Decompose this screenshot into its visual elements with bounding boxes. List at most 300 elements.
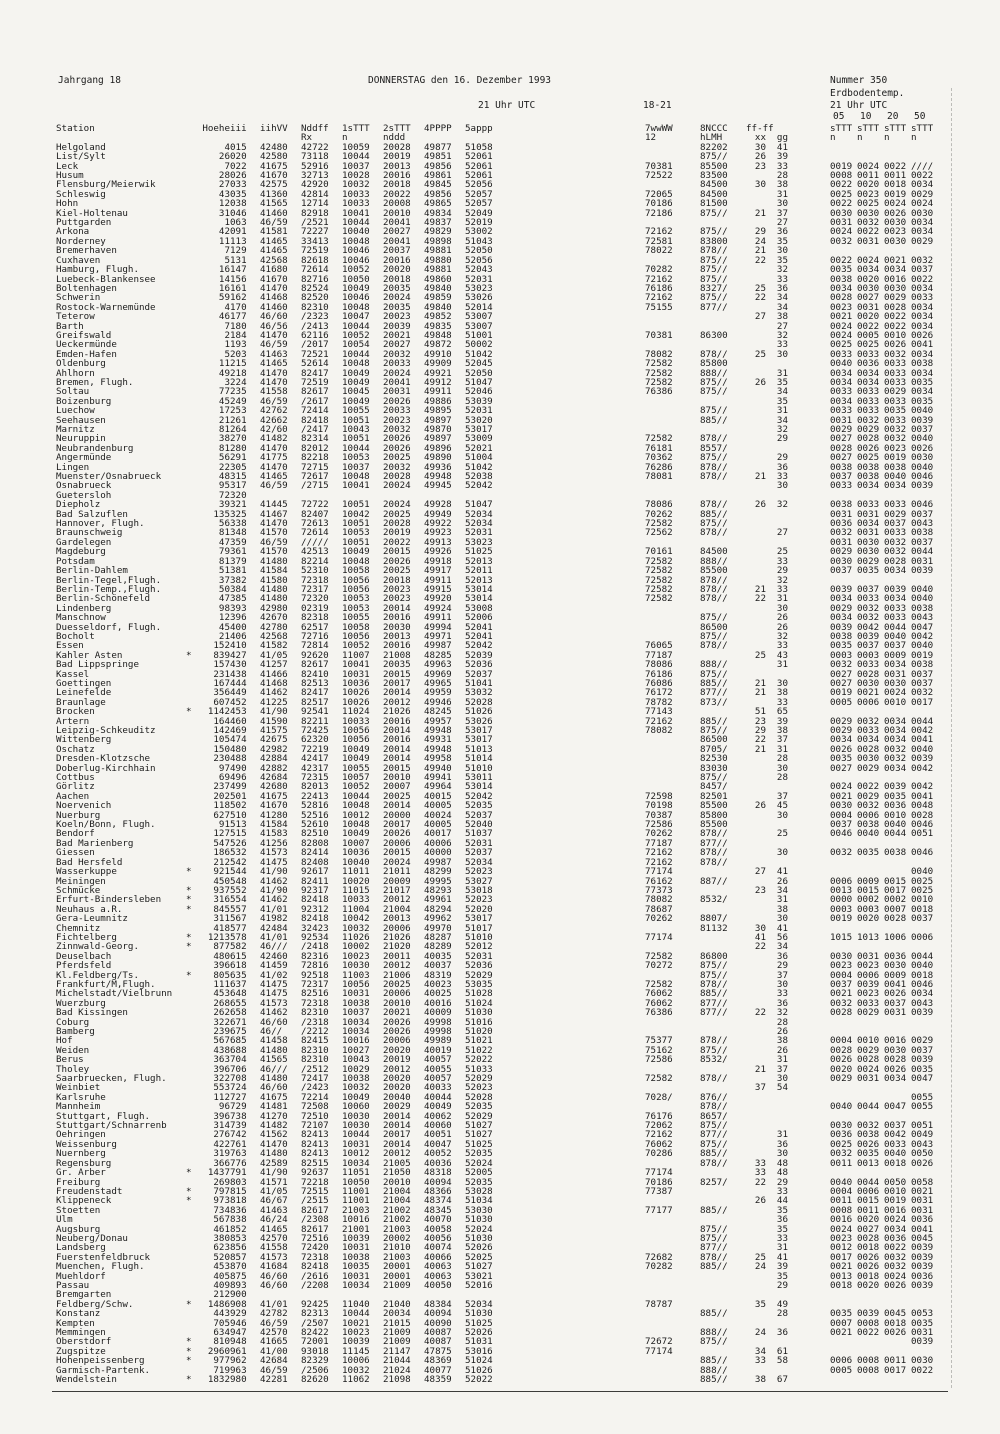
table-row	[56, 190, 942, 199]
cell-p4PPPP: 49987	[424, 640, 452, 652]
table-row	[56, 1309, 942, 1318]
cell-s2TTT: 20032	[383, 461, 411, 473]
cell-Nddff: 62116	[301, 329, 329, 341]
cell-s1TTT: 10029	[342, 1063, 370, 1075]
cell-s1TTT: 10055	[342, 405, 370, 417]
cell-Nddff: /2017	[301, 339, 329, 351]
table-row	[56, 1253, 942, 1262]
cell-Nddff: /2318	[301, 1016, 329, 1028]
cell-p4PPPP: 48384	[424, 1298, 452, 1310]
cell-s1TTT: 10044	[342, 1308, 370, 1320]
cell-a5appp: 51030	[465, 1308, 493, 1320]
cell-ff1	[746, 811, 766, 821]
cell-t10: 0015	[857, 1195, 880, 1207]
cell-ff1: 22	[754, 1176, 766, 1188]
cell-t05: 0028	[830, 292, 853, 304]
cell-hoehe: 623	[213, 1242, 230, 1254]
cell-Nddff: 72614	[301, 264, 329, 276]
cell-t10: 0038	[857, 1129, 880, 1141]
table-row	[56, 867, 942, 876]
cell-t05: 1015	[830, 931, 853, 943]
cell-t10: 0030	[857, 546, 880, 558]
table-row	[56, 1234, 942, 1243]
soil-temp-title: Erdbodentemp.	[830, 88, 905, 99]
cell-w7wwWW	[506, 773, 700, 783]
cell-star	[186, 726, 198, 736]
cell-p4PPPP: 49915	[424, 583, 452, 595]
cell-w7wwWW: 72582	[645, 593, 673, 605]
cell-s2TTT: 20011	[383, 950, 411, 962]
table-row	[56, 707, 942, 716]
cell-n8NCCC: 84500	[700, 188, 728, 200]
table-row	[56, 1018, 942, 1027]
cell-t10: 0026	[857, 1138, 880, 1150]
cell-t50: 0022	[911, 1364, 934, 1376]
cell-name: Bocholt	[56, 630, 95, 642]
cell-iihVV: 46/60	[260, 1016, 288, 1028]
cell-iii: 739	[230, 1120, 247, 1132]
cell-t05: 0029	[830, 1073, 853, 1085]
cell-t10: 0031	[857, 1073, 880, 1085]
table-row	[56, 820, 942, 829]
cell-iihVV: 41575	[260, 725, 288, 736]
cell-Nddff: /2413	[301, 320, 329, 332]
cell-ff1	[746, 397, 766, 407]
cell-iihVV: 42/60	[260, 424, 288, 435]
cell-hoehe: 553	[213, 1082, 230, 1094]
cell-iihVV: 41458	[260, 1035, 288, 1047]
cell-a5appp: 52035	[465, 1101, 493, 1113]
cell-star	[186, 547, 198, 557]
cell-iihVV: 42980	[260, 602, 288, 614]
cell-ff1	[746, 613, 766, 623]
cell-ff2: 32	[776, 329, 788, 341]
cell-n8NCCC: 8705/	[700, 743, 728, 755]
cell-name: Angermünde	[56, 452, 112, 464]
cell-t10: 0030	[857, 536, 880, 548]
cell-ff1	[746, 510, 766, 520]
cell-t20: 0032	[884, 424, 907, 435]
cell-Nddff: 92312	[301, 903, 329, 915]
cell-t10: 0022	[857, 781, 880, 793]
cell-ff1	[746, 425, 766, 435]
cell-n8NCCC	[700, 312, 746, 322]
cell-s2TTT: 20023	[383, 311, 411, 323]
cell-ff1	[746, 566, 766, 576]
cell-s1TTT: 10059	[342, 141, 370, 153]
table-row	[56, 848, 942, 857]
cell-hoehe: 810	[213, 1336, 230, 1348]
cell-p4PPPP: 40066	[424, 1251, 452, 1263]
cell-hoehe: 7	[224, 245, 230, 257]
cell-star	[186, 406, 198, 416]
cell-name: Freiburg	[56, 1176, 101, 1188]
cell-ff2: 29	[776, 452, 788, 464]
cell-star	[186, 773, 198, 783]
cell-name: Bad Lippspringe	[56, 659, 139, 671]
cell-ff1: 25	[754, 1251, 766, 1263]
table-row	[56, 265, 942, 274]
cell-Nddff: /2715	[301, 480, 329, 492]
cell-s2TTT: 20010	[383, 772, 411, 784]
cell-iihVV: 41280	[260, 809, 288, 821]
cell-hoehe: 105	[213, 734, 230, 746]
cell-t20: 0011	[884, 1355, 907, 1367]
cell-star	[186, 1027, 198, 1037]
cell-hoehe: 237	[213, 781, 230, 793]
cell-iii: 648	[230, 988, 247, 1000]
cell-star	[186, 425, 198, 435]
cell-hoehe: 46	[218, 311, 230, 323]
cell-t50: 0030	[911, 452, 934, 464]
cell-s1TTT: 10036	[342, 677, 370, 689]
cell-a5appp: 53014	[465, 583, 493, 595]
cell-s1TTT: 10049	[342, 1091, 370, 1103]
cell-t05: 0023	[830, 301, 853, 313]
cell-ff1	[746, 519, 766, 529]
cell-p4PPPP: 40016	[424, 997, 452, 1009]
cell-n8NCCC: 85500	[700, 819, 728, 831]
cell-t20: 0030	[884, 282, 907, 294]
cell-t05: 0027	[830, 452, 853, 464]
cell-a5appp: 52035	[465, 1148, 493, 1160]
cell-star	[186, 397, 198, 407]
cell-hoehe: 81	[218, 555, 230, 567]
cell-a5appp: 51017	[465, 922, 493, 934]
cell-s2TTT: 20001	[383, 1261, 411, 1273]
cell-n8NCCC	[700, 1281, 746, 1291]
cell-p4PPPP: 49865	[424, 198, 452, 210]
cell-hoehe: 1437	[207, 1167, 230, 1179]
cell-star	[186, 378, 198, 388]
cell-p4PPPP: 40019	[424, 1044, 452, 1056]
cell-iihVV: 42780	[260, 621, 288, 633]
cell-n8NCCC: 84500	[700, 546, 728, 558]
cell-t20: 0017	[884, 884, 907, 896]
cell-t10: 0025	[857, 198, 880, 210]
cell-name: Ulm	[56, 1214, 73, 1226]
cell-t20: 0036	[884, 800, 907, 812]
cell-t05: 0011	[830, 1157, 853, 1169]
cell-iii: 305	[230, 461, 247, 473]
cell-s2TTT: 21026	[383, 931, 411, 943]
cell-t05: 0029	[830, 715, 853, 727]
cell-t05	[788, 1290, 857, 1300]
cell-hoehe: 14	[218, 273, 230, 285]
cell-n8NCCC: 86800	[700, 950, 728, 962]
cell-n8NCCC: 885//	[700, 508, 728, 520]
cell-ff1: 23	[754, 884, 766, 896]
cell-s1TTT: 11145	[342, 1345, 370, 1357]
cell-t20: 0041	[884, 978, 907, 990]
cell-s2TTT: 20026	[383, 442, 411, 454]
cell-p4PPPP: 48319	[424, 969, 452, 981]
cell-ff1	[746, 980, 766, 990]
cell-s2TTT: 21147	[383, 1345, 411, 1357]
table-row	[56, 218, 942, 227]
cell-iii: 359	[230, 536, 247, 548]
table-row	[56, 623, 942, 632]
cell-s1TTT: 10034	[342, 1016, 370, 1028]
cell-s2TTT: 21003	[383, 1251, 411, 1263]
cell-n8NCCC: 82202	[700, 141, 728, 153]
cell-name: Boizenburg	[56, 395, 112, 407]
cell-n8NCCC: 875//	[700, 1138, 728, 1150]
cell-t20: 1006	[884, 931, 907, 943]
cell-iihVV: 46/67	[260, 1195, 288, 1207]
cell-a5appp: 53027	[465, 875, 493, 887]
cell-s2TTT: 2sTTT	[383, 123, 411, 134]
cell-s1TTT: 10031	[342, 668, 370, 680]
cell-t10: 0035	[857, 1148, 880, 1160]
cell-t50: 0040	[911, 583, 934, 595]
cell-Nddff: 82617	[301, 659, 329, 671]
cell-iihVV: 41580	[260, 574, 288, 586]
cell-hoehe: 95	[218, 480, 230, 492]
cell-iihVV: 41670	[260, 800, 288, 812]
cell-s1TTT: 1sTTT	[342, 123, 370, 134]
cell-ff2: 37	[776, 969, 788, 981]
cell-n8NCCC: 877//	[700, 997, 728, 1009]
cell-s1TTT: 10049	[342, 546, 370, 558]
cell-iihVV: iihVV	[260, 123, 288, 134]
cell-iii: 410	[230, 640, 247, 652]
cell-w7wwWW: 78086	[645, 659, 673, 671]
cell-t10: 0044	[857, 1101, 880, 1113]
cell-Nddff: 82808	[301, 837, 329, 849]
cell-ff2: 34	[776, 414, 788, 426]
cell-p4PPPP: 49989	[424, 1035, 452, 1047]
table-row	[56, 378, 942, 387]
cell-s2TTT: 20026	[383, 828, 411, 840]
cell-s2TTT: 20014	[383, 753, 411, 765]
cell-t10: 0006	[857, 969, 880, 981]
cell-ff2: 34	[776, 292, 788, 304]
cell-t50: 0029	[911, 235, 934, 247]
cell-n8NCCC: 875//	[700, 226, 728, 238]
cell-iihVV: 46/59	[260, 1317, 288, 1329]
cell-a5appp: 52016	[465, 1279, 493, 1291]
cell-name: Freudenstadt	[56, 1185, 123, 1197]
cell-s2TTT: 21004	[383, 903, 411, 915]
cell-hoehe: 16	[218, 264, 230, 276]
cell-n8NCCC: 85800	[700, 358, 728, 370]
cell-t05: 0004	[830, 1035, 853, 1047]
cell-ff1: 37	[754, 1082, 766, 1094]
cell-name: Chemnitz	[56, 922, 101, 934]
cell-a5appp: 53028	[465, 1185, 493, 1197]
cell-ff2: 28	[776, 772, 788, 784]
cell-s1TTT: 10032	[342, 922, 370, 934]
cell-iii: 727	[230, 1091, 247, 1103]
cell-s2TTT: 20041	[383, 217, 411, 229]
cell-Nddff: 82013	[301, 781, 329, 793]
cell-iii: 618	[230, 960, 247, 972]
cell-s1TTT: 10052	[342, 781, 370, 793]
cell-p4PPPP: 49931	[424, 734, 452, 746]
cell-star	[186, 1121, 198, 1131]
cell-Nddff: 72001	[301, 1336, 329, 1348]
cell-name: Wuerzburg	[56, 997, 106, 1009]
cell-n8NCCC	[700, 1272, 746, 1282]
cell-w7wwWW: 70186	[645, 1176, 673, 1188]
cell-t20: 0024	[884, 1214, 907, 1226]
cell-hoehe: 27	[218, 179, 230, 191]
cell-s1TTT: 10049	[342, 753, 370, 765]
cell-p4PPPP: 48374	[424, 1195, 452, 1207]
cell-hoehe: 91	[218, 819, 230, 831]
cell-Nddff: 52816	[301, 800, 329, 812]
cell-name: Husum	[56, 170, 84, 182]
cell-t10	[857, 858, 884, 868]
cell-n8NCCC: 878//	[700, 978, 728, 990]
cell-Nddff: 82318	[301, 612, 329, 624]
cell-w7wwWW: 72582	[645, 1073, 673, 1085]
cell-p4PPPP: 48318	[424, 1167, 452, 1179]
cell-hoehe: 937	[213, 884, 230, 896]
cell-a5appp: 52028	[465, 1091, 493, 1103]
cell-ff1: 33	[754, 1355, 766, 1367]
cell-iihVV: 41480	[260, 555, 288, 567]
cell-ff2: 34	[776, 884, 788, 896]
cell-hoehe: 2	[224, 329, 230, 341]
cell-Nddff: 72214	[301, 1091, 329, 1103]
cell-t05: 0033	[830, 348, 853, 360]
cell-star	[186, 500, 198, 510]
cell-n8NCCC: 875//	[700, 207, 728, 219]
cell-hoehe: Hoehe	[202, 123, 230, 134]
cell-s2TTT: 20016	[383, 612, 411, 624]
cell-ff2: 48	[776, 1157, 788, 1169]
cell-hoehe: 1	[224, 217, 230, 229]
cell-Nddff: 72318	[301, 997, 329, 1009]
cell-iihVV: 41466	[260, 668, 288, 680]
table-row	[56, 1065, 942, 1074]
cell-s2TTT: 21024	[383, 1364, 411, 1376]
cell-a5appp: 52013	[465, 555, 493, 567]
cell-iii: 962	[230, 1355, 247, 1367]
cell-ff2: 33	[776, 583, 788, 595]
cell-hoehe: 422	[213, 1138, 230, 1150]
cell-iihVV: 41463	[260, 348, 288, 360]
table-row	[56, 594, 942, 603]
cell-iihVV: 42782	[260, 1308, 288, 1320]
cell-n8NCCC: 85500	[700, 565, 728, 577]
cell-t50: 0046	[911, 978, 934, 990]
cell-ff2: 36	[776, 226, 788, 238]
cell-iii: iii	[230, 123, 247, 134]
cell-w7wwWW: 72582	[645, 950, 673, 962]
cell-w7wwWW: 78082	[645, 348, 673, 360]
cell-iii: 379	[230, 555, 247, 567]
cell-name: Gera-Leumnitz	[56, 913, 128, 925]
cell-star	[186, 1055, 198, 1065]
cell-ff2: 35	[776, 1204, 788, 1216]
cell-ff1: 21	[754, 743, 766, 755]
cell-w7wwWW: 76186	[645, 282, 673, 294]
cell-iii: 406	[230, 630, 247, 642]
cell-ff2: 31	[776, 1054, 788, 1066]
table-row	[56, 275, 942, 284]
cell-a5appp: 52014	[465, 301, 493, 313]
cell-ff1	[746, 764, 766, 774]
cell-ff1	[746, 1206, 766, 1216]
cell-hoehe: 322	[213, 1016, 230, 1028]
cell-ff2: 33	[776, 339, 788, 351]
cell-hoehe: 17	[218, 405, 230, 417]
cell-s2TTT: 20015	[383, 847, 411, 859]
cell-iii: 224	[230, 376, 247, 388]
cell-s2TTT: 21050	[383, 1167, 411, 1179]
cell-w7wwWW: 72065	[645, 188, 673, 200]
cell-iii: 961	[230, 1345, 247, 1357]
cell-t20: 0030	[884, 217, 907, 229]
cell-Nddff: 82218	[301, 452, 329, 464]
cell-a5appp: 51010	[465, 762, 493, 774]
cell-w7wwWW: 78782	[645, 696, 673, 708]
cell-iii: 427	[230, 649, 247, 661]
cell-t10: 0033	[857, 659, 880, 671]
cell-ff2: 33	[776, 696, 788, 708]
cell-s2TTT: 20033	[383, 358, 411, 370]
cell-a5appp: 50002	[465, 339, 493, 351]
cell-Nddff: 82329	[301, 1355, 329, 1367]
cell-p4PPPP: 49948	[424, 743, 452, 755]
cell-iihVV: 42568	[260, 630, 288, 642]
cell-s2TTT: 21011	[383, 866, 411, 878]
cell-t20: 0038	[884, 847, 907, 859]
cell-t10: 0034	[857, 376, 880, 388]
cell-s1TTT: 10043	[342, 1054, 370, 1066]
cell-ff1	[746, 1140, 766, 1150]
cell-Nddff: 72420	[301, 1242, 329, 1254]
cell-iihVV: 41465	[260, 245, 288, 257]
cell-ff1	[746, 623, 766, 633]
cell-s1TTT: 10042	[342, 913, 370, 925]
cell-hoehe: 567	[213, 1214, 230, 1226]
cell-t10	[857, 143, 884, 153]
cell-n8NCCC: 878//	[700, 828, 728, 840]
cell-t50: 0034	[911, 311, 934, 323]
cell-p4PPPP: 40044	[424, 1091, 452, 1103]
cell-name: Bremen, Flugh.	[56, 376, 134, 388]
cell-w7wwWW: 72582	[645, 978, 673, 990]
cell-name: Bad Kissingen	[56, 1007, 128, 1019]
cell-a5appp: 52056	[465, 179, 493, 191]
cell-a5appp: 51037	[465, 828, 493, 840]
cell-ff2: 38	[776, 725, 788, 736]
cell-star	[186, 1018, 198, 1028]
cell-ff1: 22	[754, 593, 766, 605]
cell-star	[186, 444, 198, 454]
cell-iii: 510	[230, 809, 247, 821]
cell-ff1: 24	[754, 1261, 766, 1273]
table-row	[56, 434, 942, 443]
cell-hoehe: 2960	[207, 1345, 230, 1357]
cell-Nddff: /2308	[301, 1214, 329, 1226]
cell-hoehe: 152	[213, 640, 230, 652]
cell-iihVV: 41/01	[260, 931, 288, 943]
cell-t10: 0036	[857, 358, 880, 370]
cell-star	[186, 510, 198, 520]
cell-ff1	[746, 782, 766, 792]
cell-hoehe: 79	[218, 546, 230, 558]
cell-Nddff: Rx	[301, 132, 313, 144]
cell-ff2: 30	[776, 348, 788, 360]
cell-ff2: 30	[776, 602, 788, 614]
cell-t20: 0028	[884, 301, 907, 313]
cell-s2TTT: 20029	[383, 1101, 411, 1113]
